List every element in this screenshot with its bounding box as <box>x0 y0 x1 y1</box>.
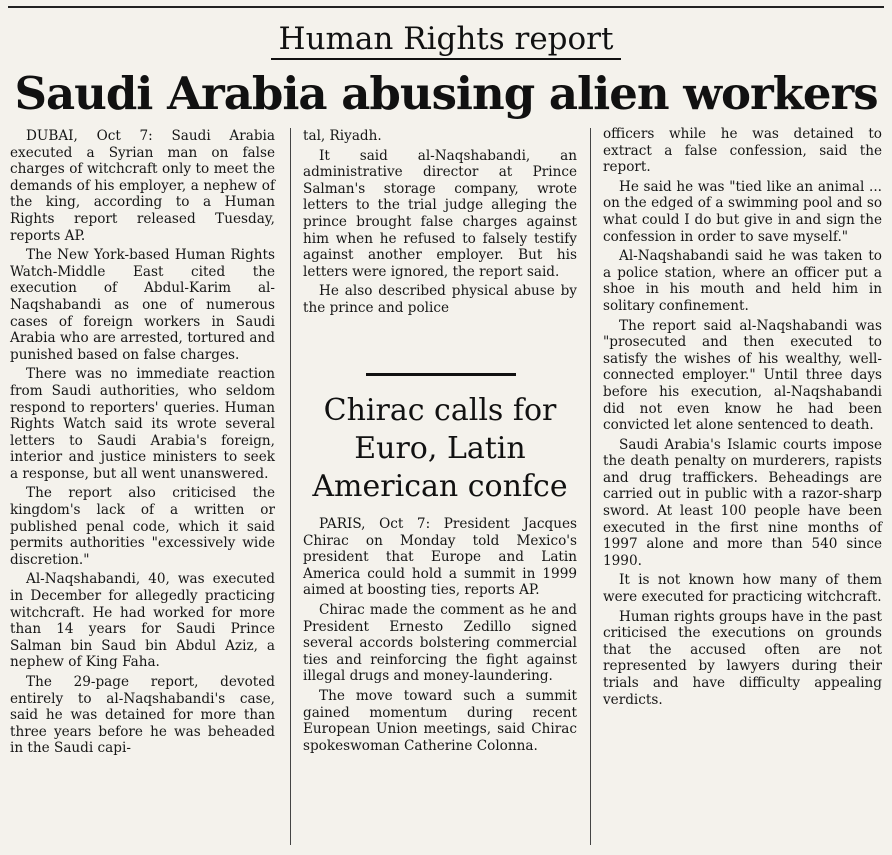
paragraph: The 29-page report, devoted entirely to al-Naqshabandi's case, said he was detained for more than three years before he was beheaded in the Saudi capi- <box>10 674 275 757</box>
article-column-3 <box>603 126 882 711</box>
paragraph: Al-Naqshabandi, 40, was executed in December for allegedly practicing witchcraft. He had worked for more than 14 years for Saudi Prince Salman bin Saud bin Abdul Aziz, a nephew of King Faha. <box>10 571 275 671</box>
column-rule <box>290 128 291 845</box>
paragraph: The New York-based Human Rights Watch-Middle East cited the execution of Abdul-Karim al-Naqshabandi as one of numerous cases of foreign workers in Saudi Arabia who are arrested, tortured and punished based on false charges. <box>10 247 275 363</box>
paragraph: Al-Naqshabandi said he was taken to a police station, where an officer put a shoe in his mouth and held him in solitary confinement. <box>603 248 882 314</box>
paragraph: Chirac made the comment as he and President Ernesto Zedillo signed several accords bolstering commercial ties and reinforcing the fight against illegal drugs and money-laundering. <box>303 601 577 685</box>
paragraph-continuation: tal, Riyadh. <box>303 128 382 144</box>
paragraph: DUBAI, Oct 7: Saudi Arabia executed a Syrian man on false charges of witchcraft only to meet the demands of his employer, a nephew of the king, according to a Human Rights report released Tuesday, reports AP. <box>10 128 275 244</box>
paragraph: PARIS, Oct 7: President Jacques Chirac on Monday told Mexico's president that Europe and Latin America could hold a summit in 1999 aimed at boosting ties, reports AP. <box>303 516 577 599</box>
paragraph: The move toward such a summit gained momentum during recent European Union meetings, said Chirac spokeswoman Catherine Colonna. <box>303 687 577 754</box>
paragraph: Saudi Arabia's Islamic courts impose the death penalty on murderers, rapists and drug traffickers. Beheadings are carried out in public with a razor-sharp sword. At least 100 people have been executed in the first nine months of 1997 alone and more than 540 since 1990. <box>603 436 882 569</box>
paragraph: He said he was "tied like an animal ... on the edged of a swimming pool and so what could I do but give in and sign the confession in order to save myself." <box>603 178 882 245</box>
article-column-2 <box>303 128 577 320</box>
paragraph: He also described physical abuse by the prince and police <box>303 283 577 316</box>
paragraph-continuation: officers while he was detained to extract a false confession, said the report. <box>603 126 882 176</box>
paragraph: It is not known how many of them were executed for practicing witchcraft. <box>603 572 882 606</box>
paragraph: Human rights groups have in the past criticised the executions on grounds that the accused often are not represented by lawyers during their trials and have difficulty appealing verdicts. <box>603 608 882 708</box>
paragraph: The report said al-Naqshabandi was "prosecuted and then executed to satisfy the wishes of his wealthy, well-connected employer." Until three days before his execution, al-Naqshabandi did not even know he had been convicted let alone sentenced to death. <box>603 317 882 434</box>
paragraph: It said al-Naqshabandi, an administrative director at Prince Salman's storage company, wrote letters to the trial judge alleging the prince brought false charges against him when he refused to falsely testify against another employer. But his letters were ignored, the report said. <box>303 147 577 280</box>
kicker-text: Human Rights report <box>271 20 622 60</box>
paragraph: The report also criticised the kingdom's lack of a written or published penal code, which it said permits authorities "excessively wide discretion." <box>10 485 275 568</box>
article-column-1 <box>10 128 275 760</box>
story-divider <box>366 373 516 376</box>
paragraph: There was no immediate reaction from Saudi authorities, who seldom respond to reporters' queries. Human Rights Watch said its wrote several letters to Saudi Arabia's foreign, interior and justice ministers to seek a response, but all went unanswered. <box>10 366 275 482</box>
second-story-column <box>303 516 577 757</box>
second-headline: Chirac calls for Euro, Latin American confce <box>312 393 568 504</box>
top-rule <box>8 6 884 8</box>
main-headline: Saudi Arabia abusing alien workers <box>14 67 878 120</box>
column-rule <box>590 128 591 845</box>
section-kicker <box>0 20 892 60</box>
